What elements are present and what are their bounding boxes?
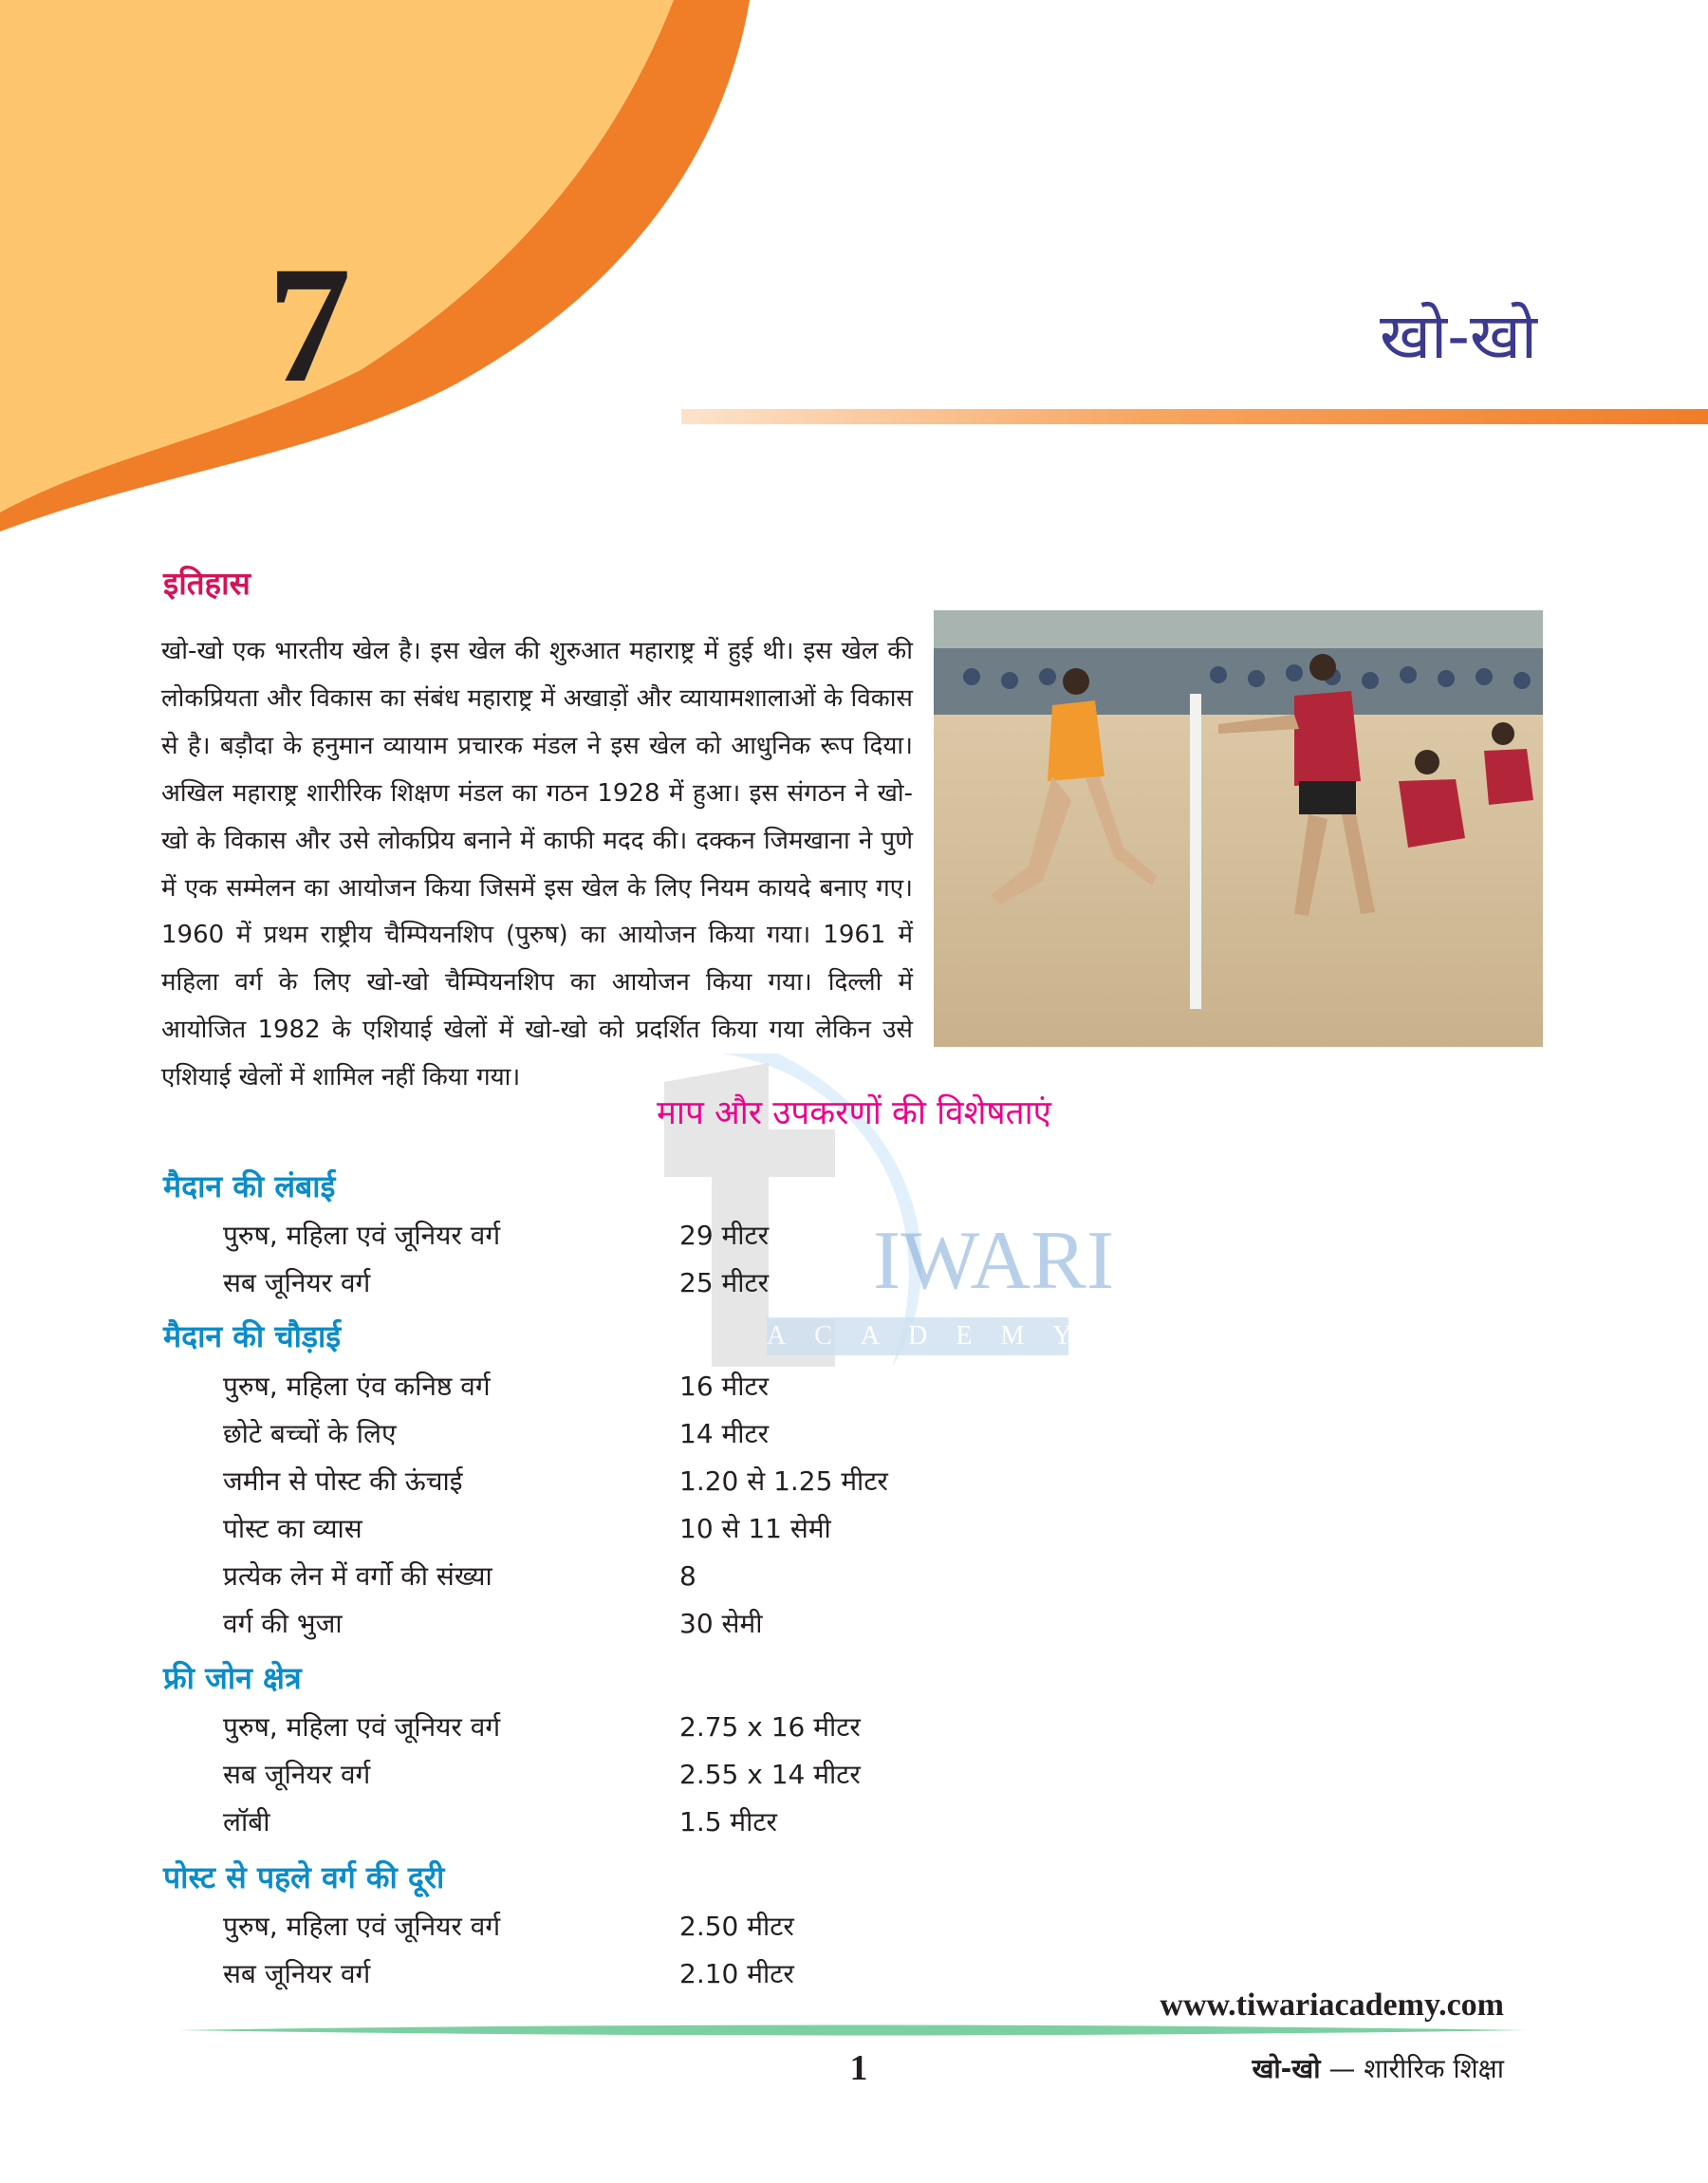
watermark-subtitle: ACADEMY — [767, 1317, 1068, 1355]
spec-row-value: 16 मीटर — [679, 1371, 770, 1402]
spec-row-value: 1.20 से 1.25 मीटर — [679, 1465, 888, 1497]
spec-row-label: छोटे बच्चों के लिए — [223, 1418, 397, 1449]
website-url[interactable]: www.tiwariacademy.com — [1160, 1987, 1504, 2023]
spec-row-value: 25 मीटर — [679, 1267, 770, 1298]
spec-row-label: जमीन से पोस्ट की ऊंचाई — [223, 1465, 463, 1497]
running-head — [1252, 2053, 1504, 2084]
spec-row-value: 10 से 11 सेमी — [679, 1513, 831, 1544]
specs-heading: माप और उपकरणों की विशेषताएं — [657, 1094, 1051, 1132]
spec-row-value: 1.5 मीटर — [679, 1806, 777, 1838]
running-head-book: — शारीरिक शिक्षा — [1320, 2053, 1504, 2084]
history-paragraph: खो-खो एक भारतीय खेल है। इस खेल की शुरुआत महाराष्ट्र में हुई थी। इस खेल की लोकप्रियता और विकास का संबंध महाराष्ट्र में अखाड़ों और व्यायामशालाओं के विकास से है। बड़ौदा के हनुमान व्यायाम प्रचारक मंडल ने इस खेल को आधुनिक रूप दिया। अखिल महाराष्ट्र शारीरिक शिक्षण मंडल का गठन 1928 में हुआ। इस संगठन ने खो-खो के विकास और उसे लोकप्रिय बनाने में काफी मदद की। दक्कन जिमखाना ने पुणे में एक सम्मेलन का आयोजन किया जिसमें इस खेल के लिए नियम कायदे बनाए गए। 1960 में प्रथम राष्ट्रीय चैम्पियनशिप (पुरुष) का आयोजन किया गया। 1961 में महिला वर्ग के लिए खो-खो चैम्पियनशिप का आयोजन किया गया। दिल्ली में आयोजित 1982 के एशियाई खेलों में खो-खो को प्रदर्शित किया गया लेकिन उसे एशियाई खेलों में शामिल नहीं किया गया। — [161, 637, 913, 1092]
spec-row-label: पुरुष, महिला एवं जूनियर वर्ग — [223, 1711, 501, 1743]
spec-row-value: 8 — [679, 1560, 696, 1592]
chapter-number: 7 — [268, 233, 351, 418]
spec-row-value: 2.75 x 16 मीटर — [679, 1711, 861, 1743]
running-head-chapter: खो-खो — [1252, 2053, 1321, 2084]
section-title-free-zone: फ्री जोन क्षेत्र — [163, 1660, 302, 1696]
section-title-post-distance: पोस्ट से पहले वर्ग की दूरी — [163, 1859, 445, 1895]
kho-kho-match-photo — [934, 610, 1543, 1047]
chapter-title: खो-खो — [1380, 300, 1537, 373]
spec-row-label: वर्ग की भुजा — [223, 1608, 343, 1639]
spec-row-value: 2.55 x 14 मीटर — [679, 1759, 861, 1790]
watermark-name: IWARI — [873, 1215, 1115, 1307]
spec-row-value: 14 मीटर — [679, 1418, 770, 1449]
spec-row-value: 2.50 मीटर — [679, 1911, 794, 1942]
footer-rule — [178, 2024, 1526, 2037]
spec-row-label: पुरुष, महिला एवं जूनियर वर्ग — [223, 1911, 501, 1942]
spec-row-label: सब जूनियर वर्ग — [223, 1267, 371, 1298]
spec-row-value: 29 मीटर — [679, 1220, 770, 1251]
history-heading: इतिहास — [163, 565, 251, 602]
spec-row-label: पोस्ट का व्यास — [223, 1513, 362, 1544]
page-number: 1 — [849, 2048, 868, 2088]
spec-row-value: 30 सेमी — [679, 1608, 763, 1639]
spec-row-label: सब जूनियर वर्ग — [223, 1759, 371, 1790]
corner-swoosh-decoration — [0, 0, 1708, 569]
spec-row-value: 2.10 मीटर — [679, 1958, 794, 1989]
spec-row-label: पुरुष, महिला एवं जूनियर वर्ग — [223, 1220, 501, 1251]
spec-row-label: लॉबी — [223, 1806, 270, 1838]
spec-row-label: पुरुष, महिला एंव कनिष्ठ वर्ग — [223, 1371, 491, 1402]
title-rule — [681, 409, 1708, 424]
section-title-field-length: मैदान की लंबाई — [163, 1168, 336, 1204]
spec-row-label: सब जूनियर वर्ग — [223, 1958, 371, 1989]
spec-row-label: प्रत्येक लेन में वर्गो की संख्या — [223, 1560, 492, 1592]
section-title-field-width: मैदान की चौड़ाई — [163, 1318, 342, 1354]
